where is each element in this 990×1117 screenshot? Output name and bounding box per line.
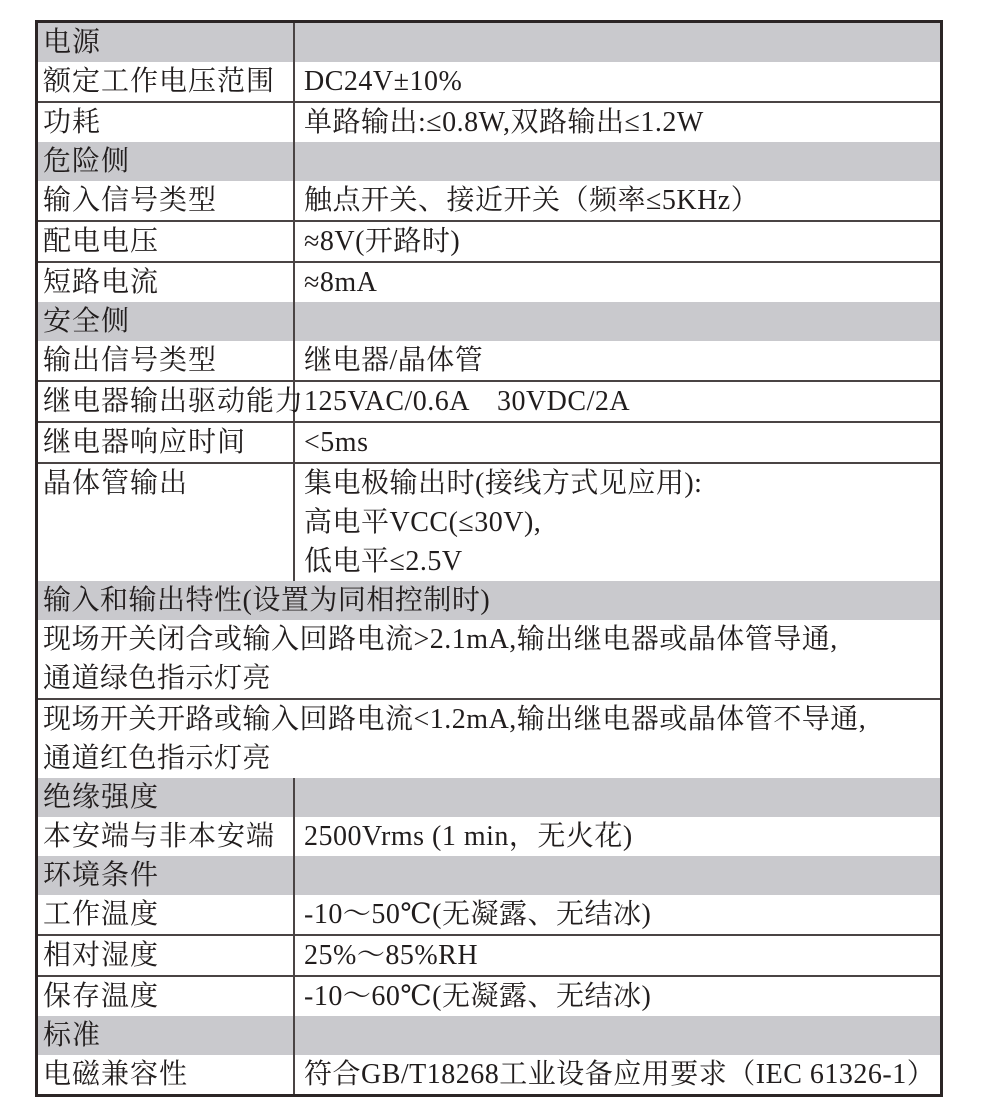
spec-value-cell [295,936,940,975]
spec-label: 配电电压 [38,222,295,261]
spec-label: 工作温度 [38,895,295,934]
section-label: 标准 [38,1016,295,1055]
section-label: 危险侧 [38,142,295,181]
spec-value-cell [295,464,940,581]
spec-label: 输入信号类型 [38,181,295,220]
section-label-full: 输入和输出特性(设置为同相控制时) [43,585,491,616]
spec-row [38,421,940,462]
section-row [38,856,940,895]
spec-value-cell [295,142,940,181]
spec-row [38,341,940,380]
spec-row [38,1055,940,1094]
spec-row [38,462,940,581]
spec-value-line: -10～50℃(无凝露、无结冰) [304,899,652,930]
spec-value-line: 单路输出:≤0.8W,双路输出≤1.2W [304,107,704,138]
spec-label: 额定工作电压范围 [38,62,295,101]
spec-row [38,895,940,934]
spec-value-line: 25%～85%RH [304,940,479,971]
spec-value-cell [295,817,940,856]
spec-note-line: 现场开关闭合或输入回路电流>2.1mA,输出继电器或晶体管导通, [43,624,838,655]
spec-value-cell [295,341,940,380]
spec-value-cell [295,103,940,142]
spec-label: 输出信号类型 [38,341,295,380]
spec-row [38,220,940,261]
spec-value-line: 触点开关、接近开关（频率≤5KHz） [304,185,760,216]
spec-note-line: 通道绿色指示灯亮 [43,663,272,694]
spec-value-cell [295,382,940,421]
section-row [38,581,940,620]
spec-table [35,20,943,1097]
spec-value-line: ≈8V(开路时) [304,226,461,257]
spec-value-cell [295,302,940,341]
section-label: 安全侧 [38,302,295,341]
spec-row [38,101,940,142]
spec-label: 晶体管输出 [38,464,295,581]
section-row [38,302,940,341]
section-row [38,778,940,817]
spec-row [38,181,940,220]
spec-note-line: 现场开关开路或输入回路电流<1.2mA,输出继电器或晶体管不导通, [43,704,867,735]
spec-value-line: 低电平≤2.5V [304,546,463,577]
spec-row [38,817,940,856]
spec-label: 继电器响应时间 [38,423,295,462]
spec-note-cell [38,700,940,778]
spec-row [38,261,940,302]
spec-value-cell [295,1016,940,1055]
spec-label: 保存温度 [38,977,295,1016]
spec-value-cell [295,423,940,462]
spec-value-line: ≈8mA [304,267,378,298]
spec-value-line: <5ms [304,427,369,458]
spec-row [38,975,940,1016]
spec-value-cell [295,778,940,817]
spec-value-line: 继电器/晶体管 [304,345,484,376]
spec-row [38,934,940,975]
section-label: 电源 [38,23,295,62]
spec-note-cell [38,620,940,698]
section-label: 环境条件 [38,856,295,895]
spec-value-cell [295,181,940,220]
spec-row [38,698,940,778]
spec-value-cell [295,977,940,1016]
spec-value-line: 集电极输出时(接线方式见应用): [304,468,703,499]
spec-row [38,62,940,101]
spec-label: 电磁兼容性 [38,1055,295,1094]
spec-value-cell [295,895,940,934]
spec-value-line: 125VAC/0.6A 30VDC/2A [304,386,631,417]
spec-label: 继电器输出驱动能力 [38,382,295,421]
spec-value-line: -10～60℃(无凝露、无结冰) [304,981,652,1012]
spec-value-cell [295,222,940,261]
section-row [38,1016,940,1055]
spec-value-cell [295,856,940,895]
spec-note-line: 通道红色指示灯亮 [43,743,272,774]
spec-row [38,380,940,421]
spec-label: 相对湿度 [38,936,295,975]
spec-label: 功耗 [38,103,295,142]
spec-value-cell [295,1055,941,1094]
spec-value-line: 符合GB/T18268工业设备应用要求（IEC 61326-1） [304,1059,936,1090]
section-row [38,23,940,62]
spec-value-cell [295,62,940,101]
spec-label: 短路电流 [38,263,295,302]
spec-value-line: 高电平VCC(≤30V), [304,507,542,538]
section-row [38,142,940,181]
spec-value-line: 2500Vrms (1 min，无火花) [304,821,633,852]
spec-row [38,620,940,698]
section-label: 绝缘强度 [38,778,295,817]
spec-value-cell [295,23,940,62]
spec-value-cell [295,263,940,302]
spec-label: 本安端与非本安端 [38,817,295,856]
spec-value-line: DC24V±10% [304,66,463,97]
